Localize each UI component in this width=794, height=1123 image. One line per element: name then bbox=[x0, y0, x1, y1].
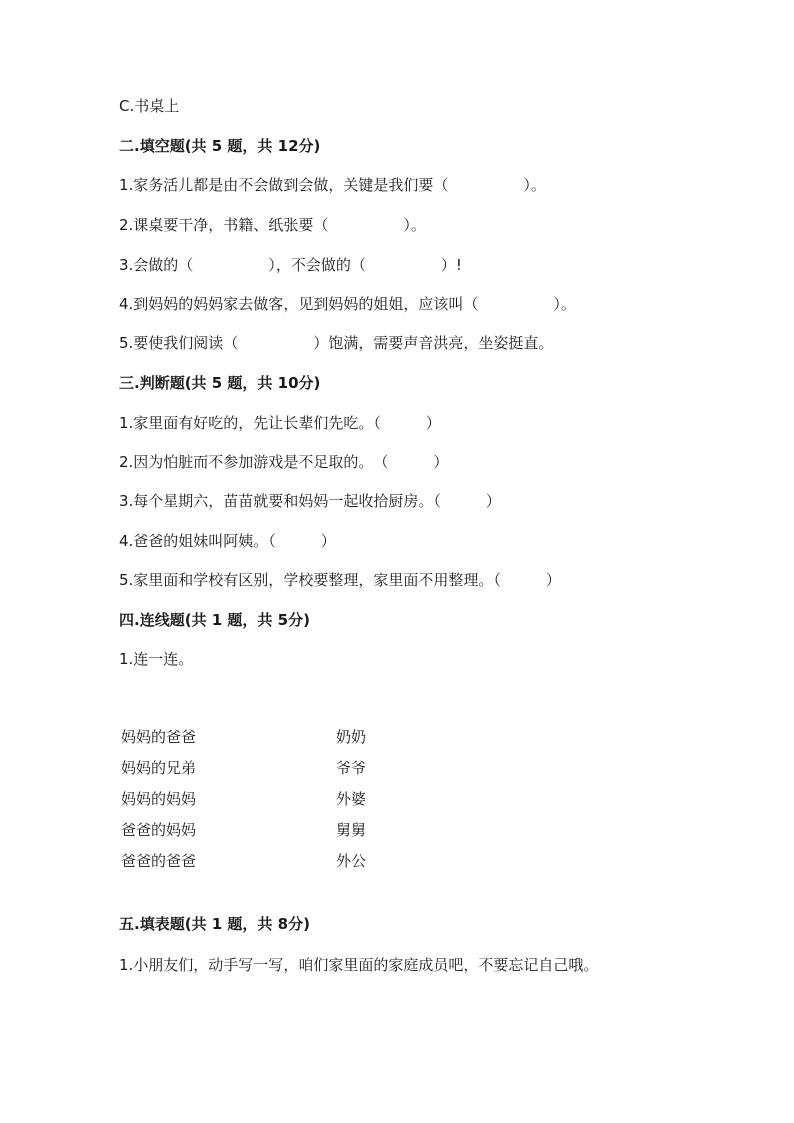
match-right-item: 外婆 bbox=[336, 790, 367, 808]
match-right-item: 舅舅 bbox=[336, 821, 367, 839]
table-prompt: 1.小朋友们，动手写一写，咱们家里面的家庭成员吧，不要忘记自己哦。 bbox=[119, 956, 599, 974]
match-right-item: 奶奶 bbox=[336, 728, 367, 746]
fill-question-3: 3.会做的（ ），不会做的（ ）! bbox=[119, 256, 462, 274]
judge-question-3: 3.每个星期六，苗苗就要和妈妈一起收拾厨房。（ ） bbox=[119, 492, 501, 510]
judge-section-heading: 三.判断题(共 5 题，共 10分) bbox=[119, 374, 321, 392]
match-right-item: 外公 bbox=[336, 852, 367, 870]
fill-question-2: 2.课桌要干净，书籍、纸张要（ ）。 bbox=[119, 216, 426, 234]
table-section-heading: 五.填表题(共 1 题，共 8分) bbox=[119, 915, 310, 933]
judge-question-2: 2.因为怕脏而不参加游戏是不足取的。 （ ） bbox=[119, 453, 449, 471]
match-right-item: 爷爷 bbox=[336, 759, 367, 777]
judge-question-1: 1.家里面有好吃的，先让长辈们先吃。（ ） bbox=[119, 414, 441, 432]
judge-question-5: 5.家里面和学校有区别，学校要整理，家里面不用整理。（ ） bbox=[119, 571, 561, 589]
fill-question-4: 4.到妈妈的妈妈家去做客，见到妈妈的姐姐，应该叫（ ）。 bbox=[119, 295, 576, 313]
fill-question-1: 1.家务活儿都是由不会做到会做，关键是我们要（ ）。 bbox=[119, 176, 546, 194]
match-left-item: 妈妈的爸爸 bbox=[121, 728, 197, 746]
match-left-item: 爸爸的爸爸 bbox=[121, 852, 197, 870]
match-left-item: 妈妈的妈妈 bbox=[121, 790, 197, 808]
match-left-item: 妈妈的兄弟 bbox=[121, 759, 197, 777]
match-left-item: 爸爸的妈妈 bbox=[121, 821, 197, 839]
fill-section-heading: 二.填空题(共 5 题，共 12分) bbox=[119, 137, 321, 155]
match-prompt: 1.连一连。 bbox=[119, 650, 194, 668]
fill-question-5: 5.要使我们阅读（ ）饱满，需要声音洪亮，坐姿挺直。 bbox=[119, 334, 554, 352]
option-c: C.书桌上 bbox=[119, 97, 180, 115]
match-section-heading: 四.连线题(共 1 题，共 5分) bbox=[119, 611, 310, 629]
judge-question-4: 4.爸爸的姐妹叫阿姨。（ ） bbox=[119, 532, 336, 550]
